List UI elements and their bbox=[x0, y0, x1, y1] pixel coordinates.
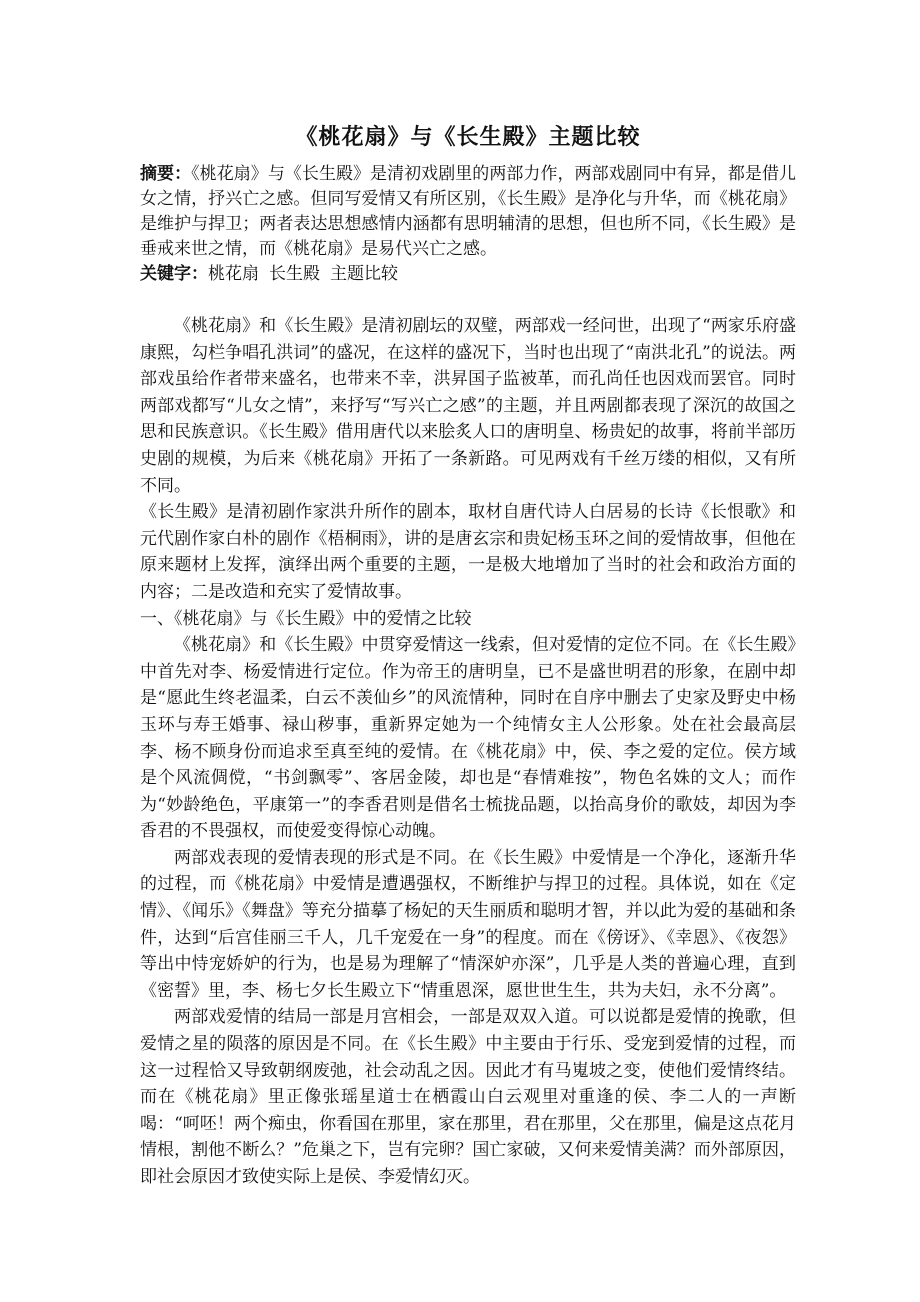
keyword: 桃花扇 bbox=[208, 264, 259, 284]
keyword: 长生殿 bbox=[269, 264, 320, 284]
body-paragraph: 《桃花扇》和《长生殿》是清初剧坛的双璧，两部戏一经问世，出现了“两家乐府盛康熙，勾栏争唱孔洪词”的盛况，在这样的盛况下，当时也出现了“南洪北孔”的说法。两部戏虽给作者带来盛名，也带来不幸，洪昇国子监被革，而孔尚任也因戏而罢官。同时两部戏都写“儿女之情”，来抒写“写兴亡之感”的主题，并且两剧都表现了深沉的故国之思和民族意识。《长生殿》借用唐代以来脍炙人口的唐明皇、杨贵妃的故事，将前半部历史剧的规模，为后来《桃花扇》开拓了一条新路。可见两戏有千丝万缕的相似，又有所不同。 bbox=[140, 316, 796, 496]
keyword: 主题比较 bbox=[330, 264, 398, 284]
abstract-label: 摘要： bbox=[140, 164, 192, 184]
abstract bbox=[140, 162, 796, 262]
body-paragraph: 两部戏表现的爱情表现的形式是不同。在《长生殿》中爱情是一个净化，逐渐升华的过程，而《桃花扇》中爱情是遭遇强权，不断维护与捍卫的过程。具体说，如在《定情》、《闻乐》《舞盘》等充分描摹了杨妃的天生丽质和聪明才智，并以此为爱的基础和条件，达到“后宫佳丽三千人，几千宠爱在一身”的程度。而在《傍讶》、《幸恩》、《夜怨》等出中恃宠娇妒的行为，也是易为理解了“情深妒亦深”，几乎是人类的普遍心理，直到《密誓》里，李、杨七夕长生殿立下“情重恩深，愿世世生生，共为夫妇，永不分离”。 bbox=[140, 847, 796, 1001]
document-page bbox=[140, 122, 796, 1191]
keywords bbox=[140, 262, 796, 287]
abstract-text: 《桃花扇》与《长生殿》是清初戏剧里的两部力作，两部戏剧同中有异，都是借儿女之情，抒兴亡之感。但同写爱情又有所区别，《长生殿》是净化与升华，而《桃花扇》是维护与捍卫；两者表达思想感情内涵都有思明辅清的思想，但也所不同，《长生殿》是垂戒来世之情，而《桃花扇》是易代兴亡之感。 bbox=[140, 164, 797, 259]
body-paragraph: 《长生殿》是清初剧作家洪升所作的剧本，取材自唐代诗人白居易的长诗《长恨歌》和元代剧作家白朴的剧作《梧桐雨》，讲的是唐玄宗和贵妃杨玉环之间的爱情故事，但他在原来题材上发挥，演绎出两个重要的主题，一是极大地增加了当时的社会和政治方面的内容；二是改造和充实了爱情故事。 bbox=[140, 502, 796, 602]
body-paragraph: 《桃花扇》和《长生殿》中贯穿爱情这一线索，但对爱情的定位不同。在《长生殿》中首先对李、杨爱情进行定位。作为帝王的唐明皇，已不是盛世明君的形象，在剧中却是“愿此生终老温柔，白云不羡仙乡”的风流情种，同时在自序中删去了史家及野史中杨玉环与寿王婚事、禄山秽事，重新界定她为一个纯情女主人公形象。处在社会最高层李、杨不顾身份而追求至真至纯的爱情。在《桃花扇》中，侯、李之爱的定位。侯方域是个风流倜傥，“书剑飘零”、客居金陵，却也是“春情难按”，物色名姝的文人；而作为“妙龄绝色，平康第一”的李香君则是借名士梳拢品题，以抬高身价的歌妓，却因为李香君的不畏强权，而使爱变得惊心动魄。 bbox=[140, 635, 796, 842]
keywords-label: 关键字： bbox=[140, 264, 208, 284]
document-title: 《桃花扇》与《长生殿》主题比较 bbox=[295, 125, 641, 150]
section-heading: 一、《桃花扇》与《长生殿》中的爱情之比较 bbox=[140, 608, 472, 629]
body-paragraph: 两部戏爱情的结局一部是月宫相会，一部是双双入道。可以说都是爱情的挽歌，但爱情之星的陨落的原因是不同。在《长生殿》中主要由于行乐、受宠到爱情的过程，而这一过程恰又导致朝纲废弛，社会动乱之因。因此才有马嵬坡之变，使他们爱情终结。而在《桃花扇》里正像张瑶星道士在栖霞山白云观里对重逢的侯、李二人的一声断喝：“呵呸！两个痴虫，你看国在那里，家在那里，君在那里，父在那里，偏是这点花月情根，割他不断么？”危巢之下，岂有完卵？国亡家破，又何来爱情美满？而外部原因，即社会原因才致使实际上是侯、李爱情幻灭。 bbox=[140, 1007, 796, 1187]
